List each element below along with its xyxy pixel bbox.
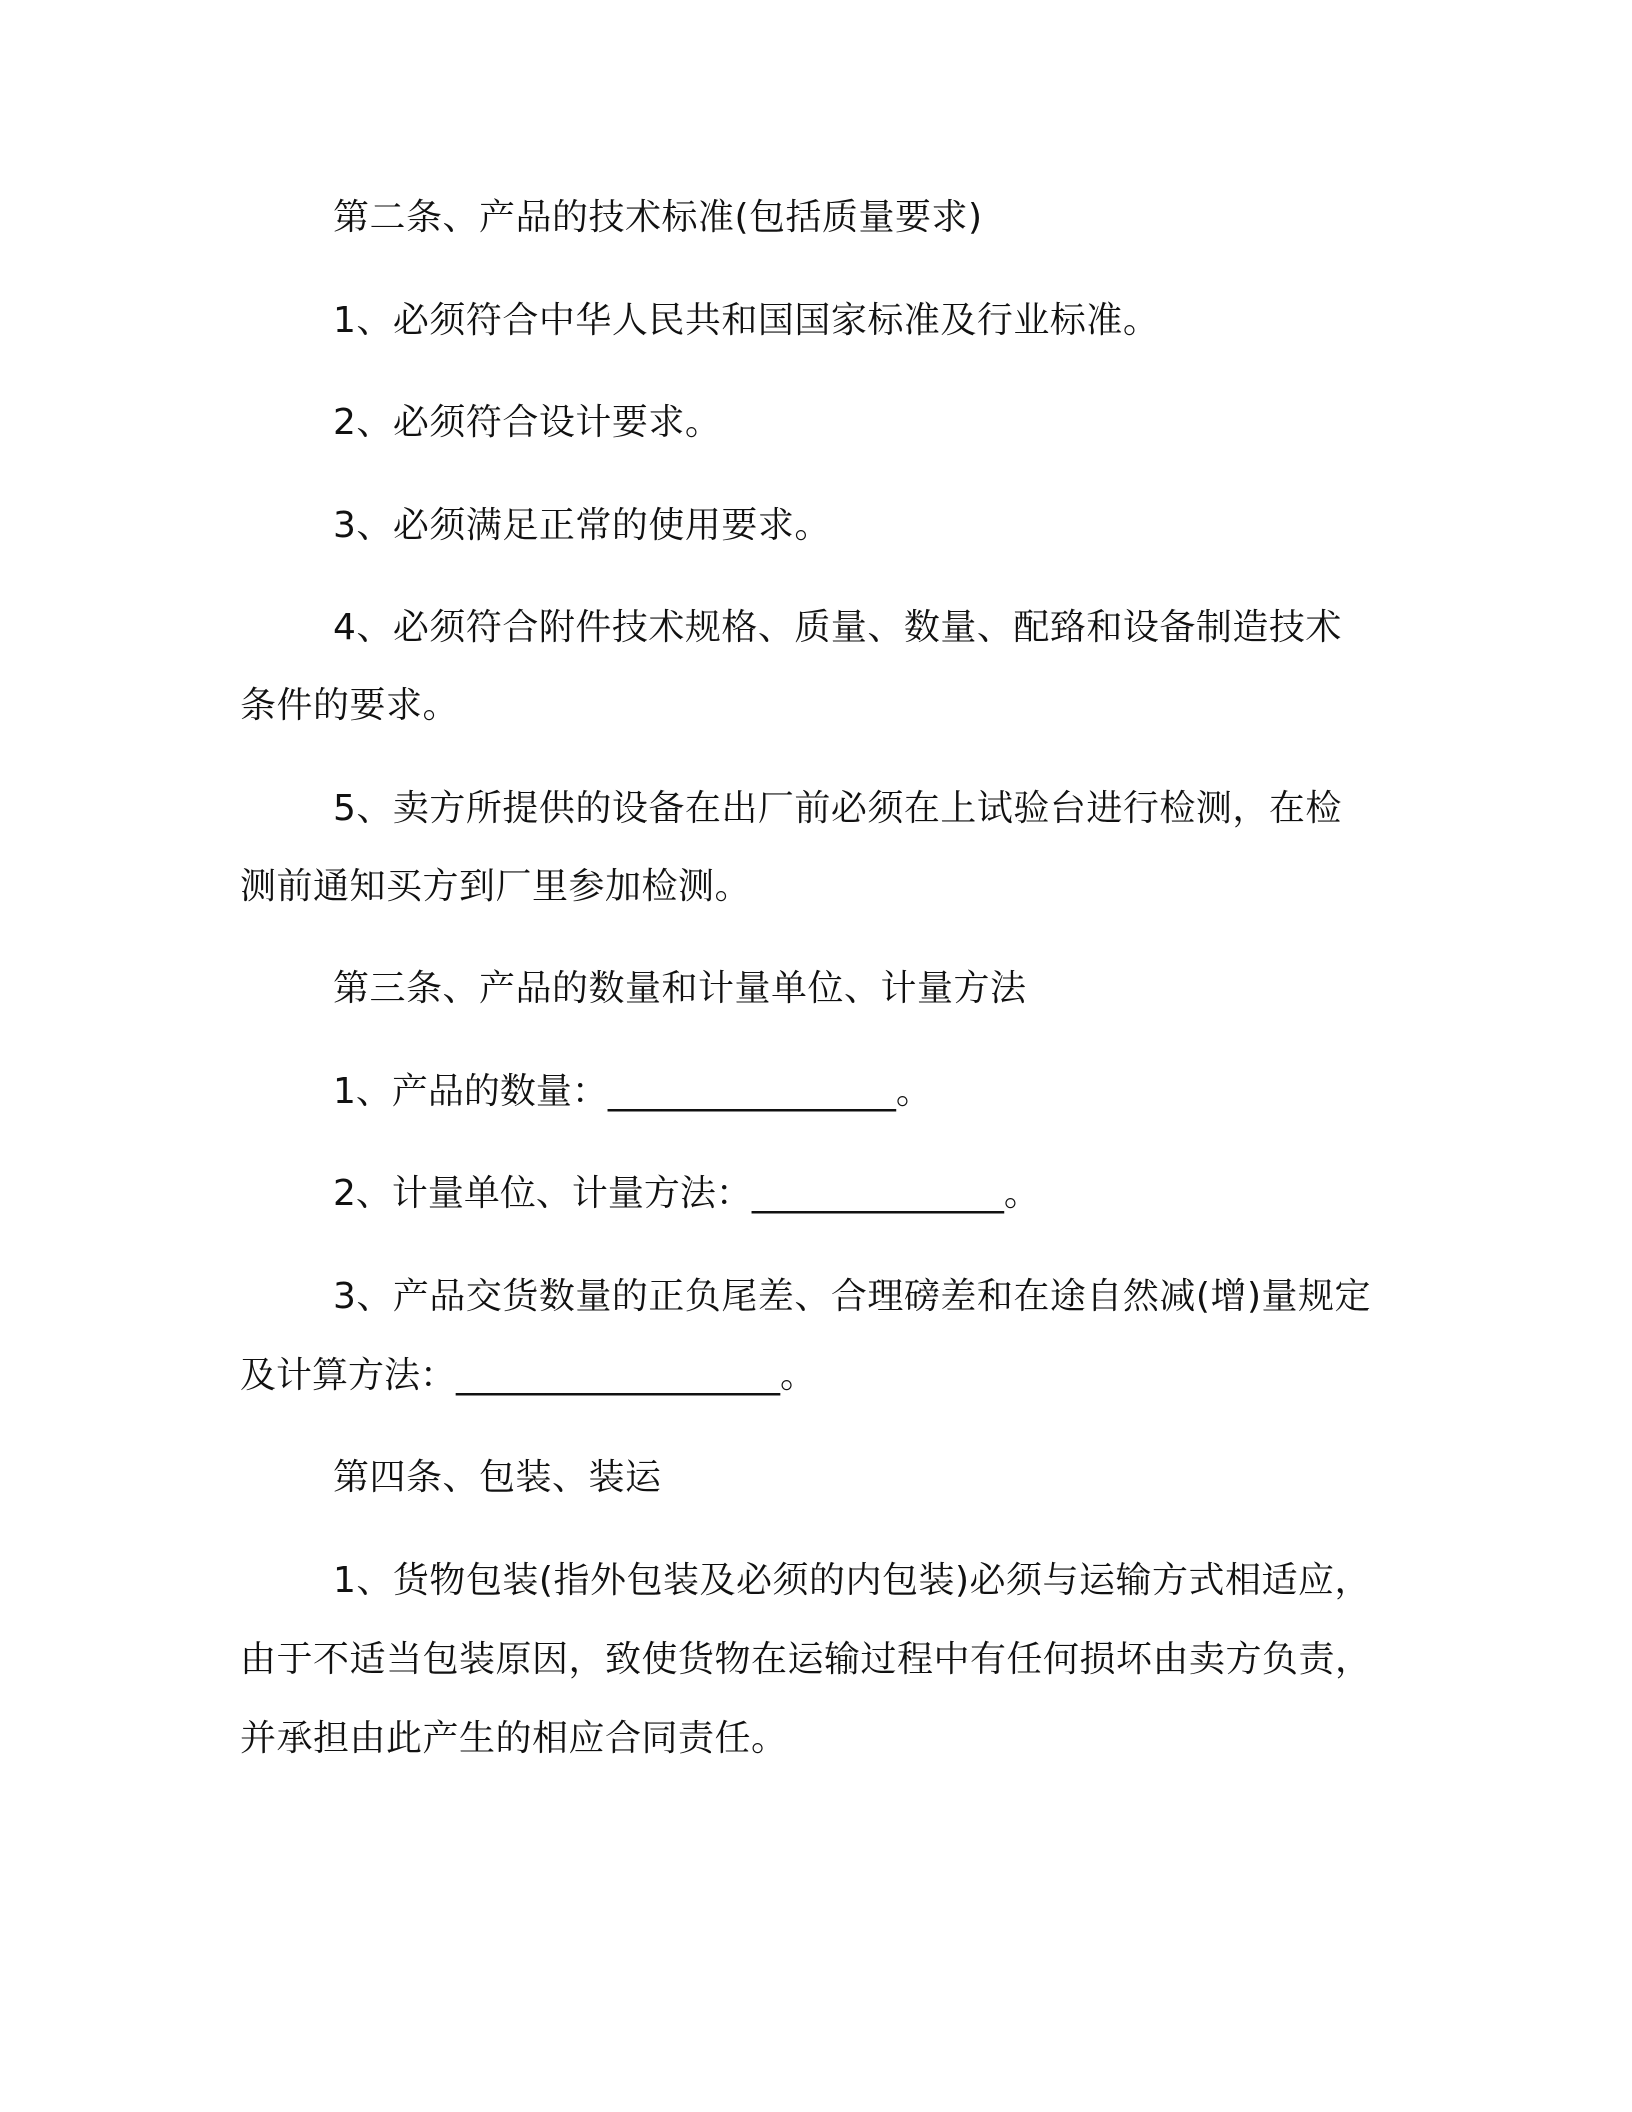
- article-2-heading: 第二条、产品的技术标准(包括质量要求): [333, 197, 983, 238]
- article-2-item-2: 2、必须符合设计要求。: [333, 402, 722, 443]
- article-2-item-5-cont: 测前通知买方到厂里参加检测。: [240, 866, 752, 907]
- article-3-item-1: 1、产品的数量：________________。: [333, 1071, 932, 1112]
- article-2-item-4: 4、必须符合附件技术规格、质量、数量、配臵和设备制造技术: [333, 607, 1342, 648]
- article-3-item-3-cont: 及计算方法：__________________。: [240, 1355, 817, 1396]
- article-2-item-3: 3、必须满足正常的使用要求。: [333, 505, 831, 546]
- article-4-heading: 第四条、包装、装运: [333, 1457, 662, 1498]
- article-2-item-1: 1、必须符合中华人民共和国国家标准及行业标准。: [333, 300, 1160, 341]
- article-2-item-4-cont: 条件的要求。: [240, 685, 460, 726]
- article-3-item-3: 3、产品交货数量的正负尾差、合理磅差和在途自然减(增)量规定: [333, 1276, 1371, 1317]
- article-4-item-1-cont-2: 并承担由此产生的相应合同责任。: [240, 1718, 788, 1759]
- article-3-heading: 第三条、产品的数量和计量单位、计量方法: [333, 968, 1027, 1009]
- article-3-item-2: 2、计量单位、计量方法：______________。: [333, 1173, 1040, 1214]
- article-2-item-5: 5、卖方所提供的设备在出厂前必须在上试验台进行检测，在检: [333, 788, 1342, 829]
- article-4-item-1-cont-1: 由于不适当包装原因，致使货物在运输过程中有任何损坏由卖方负责，: [240, 1639, 1372, 1680]
- article-4-item-1: 1、货物包装(指外包装及必须的内包装)必须与运输方式相适应，: [333, 1560, 1371, 1601]
